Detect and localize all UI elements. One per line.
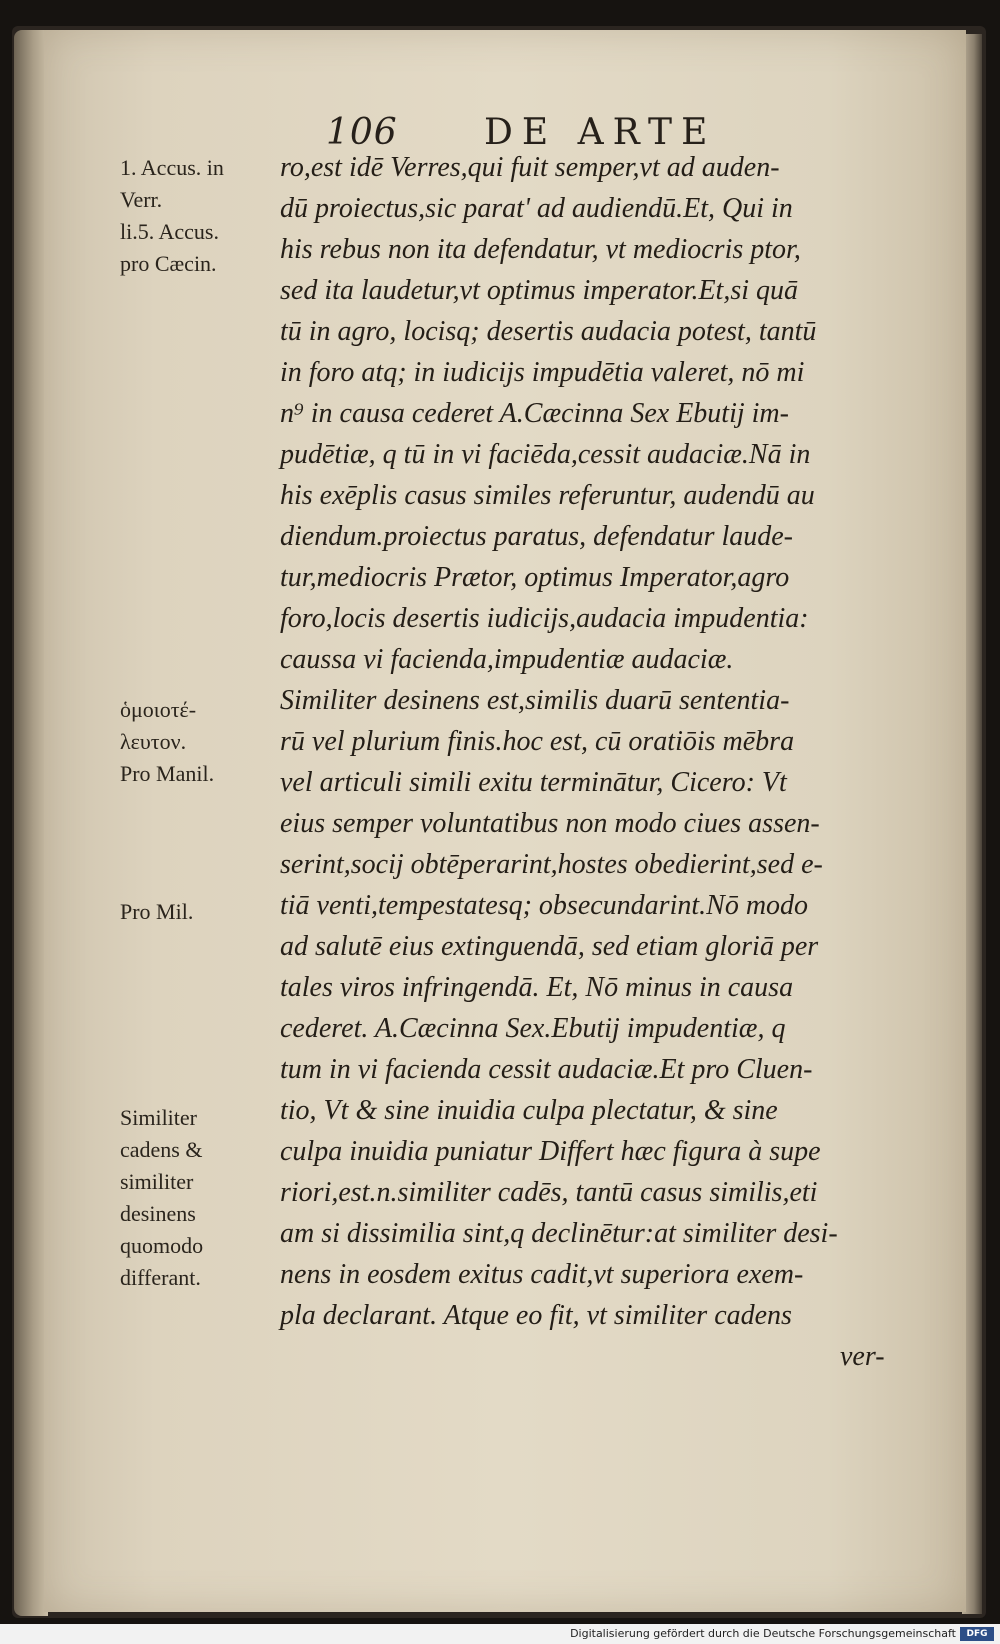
body-line: tio, Vt & sine inuidia culpa plectatur, & sine	[280, 1095, 778, 1126]
margin-note-pro-mil: Pro Mil.	[120, 899, 194, 924]
body-line: his exēplis casus similes referuntur, audendū au	[280, 480, 815, 511]
running-head: DE ARTE	[484, 112, 717, 153]
footer-bar	[0, 1624, 1000, 1644]
body-line: ro,est idē Verres,qui fuit semper,vt ad auden-	[280, 152, 780, 183]
margin-note-similiter: Similiter cadens & similiter desinens quomodo differant.	[120, 1105, 204, 1290]
margin-note-homoioteleuton: ὁμοιοτέ- λευτον. Pro Manil.	[120, 697, 215, 786]
body-line: pudētiæ, q tū in vi faciēda,cessit audaciæ.Nā in	[280, 439, 811, 470]
body-line: foro,locis desertis iudicijs,audacia impudentia:	[280, 603, 809, 634]
body-line: serint,socij obtēperarint,hostes obedierint,sed e-	[280, 849, 823, 880]
page-edge-left	[14, 30, 48, 1616]
body-line: sed ita laudetur,vt optimus imperator.Et,si quā	[280, 275, 798, 306]
body-line: riori,est.n.similiter cadēs, tantū casus similis,eti	[280, 1177, 818, 1208]
body-line: pla declarant. Atque eo fit, vt similiter cadens	[280, 1300, 792, 1331]
body-line: tiā venti,tempestatesq; obsecundarint.Nō modo	[280, 890, 809, 921]
body-line: vel articuli simili exitu terminātur, Cicero: Vt	[280, 767, 787, 798]
body-line: tum in vi facienda cessit audaciæ.Et pro Cluen-	[280, 1054, 813, 1085]
body-line: tales viros infringendā. Et, Nō minus in causa	[280, 972, 794, 1003]
dfg-logo-icon: DFG	[960, 1627, 994, 1641]
body-line: ad salutē eius extinguendā, sed etiam gloriā per	[280, 931, 819, 962]
body-line: diendum.proiectus paratus, defendatur laude-	[280, 521, 794, 552]
page-number: 106	[326, 112, 398, 153]
body-line: rū vel plurium finis.hoc est, cū oratiōis mēbra	[280, 726, 795, 757]
body-line: n⁹ in causa cederet A.Cæcinna Sex Ebutij im-	[280, 398, 789, 429]
page-header	[326, 112, 717, 153]
body-line: dū proiectus,sic parat' ad audiendū.Et, Qui in	[280, 193, 793, 224]
body-line: am si dissimilia sint,q declinētur:at similiter desi-	[280, 1218, 838, 1249]
body-line: nens in eosdem exitus cadit,vt superiora exem-	[280, 1259, 804, 1290]
body-line: culpa inuidia puniatur Differt hæc figura à supe	[280, 1136, 821, 1167]
body-line: eius semper voluntatibus non modo ciues assen-	[280, 808, 820, 839]
body-line: in foro atq; in iudicijs impudētia valeret, nō mi	[280, 357, 805, 388]
body-line: tur,mediocris Prætor, optimus Imperator,agro	[280, 562, 790, 593]
body-line: ver-	[840, 1341, 885, 1372]
body-line: Similiter desinens est,similis duarū sententia-	[280, 685, 790, 716]
body-line: his rebus non ita defendatur, vt mediocris ptor,	[280, 234, 801, 265]
funding-credit: Digitalisierung gefördert durch die Deutsche Forschungsgemeinschaft	[570, 1627, 956, 1640]
body-line: cederet. A.Cæcinna Sex.Ebutij impudentiæ, q	[280, 1013, 786, 1044]
margin-note-verr: 1. Accus. in Verr. li.5. Accus. pro Cæcin.	[120, 155, 224, 276]
body-line: caussa vi facienda,impudentiæ audaciæ.	[280, 644, 734, 675]
body-line: tū in agro, locisq; desertis audacia potest, tantū	[280, 316, 817, 347]
